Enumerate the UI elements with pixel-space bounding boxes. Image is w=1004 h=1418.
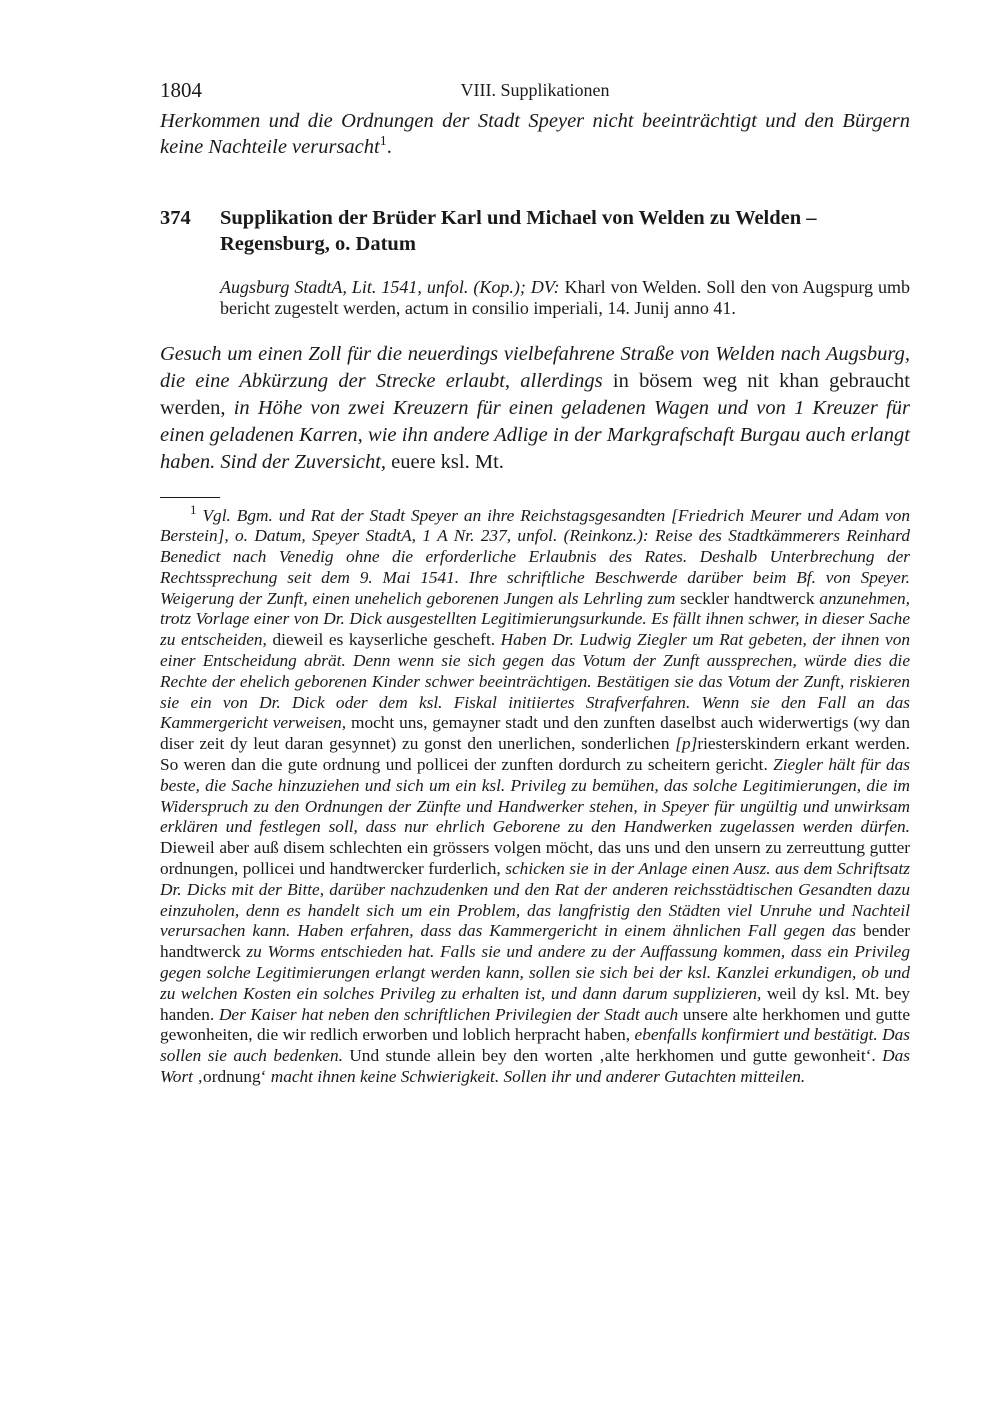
- entry-heading: [160, 205, 910, 257]
- footnote-segment: seckler handtwerck: [675, 588, 820, 608]
- footnote-segment: Dieweil aber auß disem schlechten ein grössers volgen möcht, das uns und den unsern zu zerreuttung gutter ordnungen, pollicei und handtwercker furderlich,: [160, 838, 910, 879]
- footnote-segment: schicken sie in der Anlage einen Ausz. aus dem Schriftsatz Dr. Dicks mit der Bitte, darüber nachzudenken und den Rat der anderen reichsstädtischen Gesandten dazu einzuholen, denn es handelt sich um ein Problem, das langfristig den Städten viel Unruhe und Nachteil verursachen kann. Haben erfahren, dass das Kammergericht in einem ähnlichen Fall gegen das: [160, 859, 910, 941]
- footnote-segment: dieweil es kayserliche gescheft.: [266, 630, 501, 650]
- footnote-segment: Das Wort: [160, 1046, 910, 1087]
- source-note: [220, 277, 910, 319]
- previous-entry-ending: [160, 108, 910, 160]
- footnote-segment: riesterskindern erkant werden. So weren dan die gute ordnung und pollicei der zunften dordurch zu scheitern gericht.: [160, 734, 911, 775]
- footnote-segment: anzunehmen, trotz Vorlage einer von Dr. Dick ausgestellten Legitimierungsurkunde. Es fällt ihnen schwer, in dieser Sache zu entscheiden,: [160, 588, 910, 650]
- footnote-segment: zu Worms entschieden hat. Falls sie und andere zu der Auffassung kommen, dass ein Privileg gegen solche Legitimierungen erlangt werden kann, sollen sie sich bei der ksl. Kanzlei erkundigen, ob und zu welchen Kosten ein solches Privileg zu erhalten ist, und dann darum supplizieren,: [160, 942, 910, 1003]
- footnote-body: [160, 506, 910, 1087]
- footnote-segment: Der Kaiser hat neben den schriftlichen Privilegien der Stadt auch: [218, 1004, 679, 1024]
- footnote: [160, 501, 911, 1088]
- source-endorsement: Kharl von Welden. Soll den von Augspurg umb bericht zugestelt werden, actum in consilio imperiali, 14. Junij anno 41.: [220, 277, 911, 318]
- main-text-segment: Gesuch um einen Zoll für die neuerdings vielbefahrene Straße von Welden nach Augsburg, die eine Abkürzung der Strecke erlaubt, allerdings: [160, 343, 910, 392]
- footnote-segment: Und stunde allein bey den worten ‚alte herkhomen und gutte gewonheit‘.: [342, 1046, 883, 1066]
- footnote-segment: Vgl. Bgm. und Rat der Stadt Speyer an ihre Reichstagsgesandten [Friedrich Meurer und Adam von Berstein], o. Datum, Speyer StadtA, 1 A Nr. 237, unfol. (Reinkonz.): Reise des Stadtkämmerers Reinhard Benedict nach Venedig ohne die erforderliche Erlaubnis des Rates. Deshalb Unterbrechung der Rechtssprechung seit dem 9. Mai 1541. Ihre schriftliche Beschwerde darüber beim Bf. von Speyer. Weigerung der Zunft, einen unehelich geborenen Jungen als Lehrling zum: [160, 505, 910, 608]
- footnote-reference: 1: [379, 134, 387, 150]
- footnote-segment: Ziegler hält für das beste, die Sache hinzuziehen und sich um ein ksl. Privileg zu bemühen, das solche Legitimierungen, die im Widerspruch zu den Ordnungen der Zünfte und Handwerker stehen, in Speyer für ungültig und unwirksam erklären und festlegen soll, dass nur ehrlich Geborene zu den Handwerken zugelassen werden dürfen.: [160, 755, 910, 837]
- page-number: 1804: [160, 78, 202, 102]
- footnote-segment: Haben Dr. Ludwig Ziegler um Rat gebeten, der ihnen von einer Entscheidung abrät. Denn wenn sie sich gegen das Votum der Zunft aussprechen, würde dies die Rechte der ehelich geborenen Kinder schwer beeinträchtigen. Bestätigen sie das Votum der Zunft, riskieren sie ein von Dr. Dick oder dem ksl. Fiskal initiiertes Strafverfahren. Wenn sie den Fall an das Kammergericht verweisen,: [160, 630, 910, 733]
- previous-entry-period: .: [386, 136, 392, 158]
- main-text-segment: in Höhe von zwei Kreuzern für einen geladenen Wagen und von 1 Kreuzer für einen geladenen Karren, wie ihn andere Adlige in der Markgrafschaft Burgau auch erlangt haben. Sind der Zuversicht,: [160, 397, 910, 473]
- footnote-segment: bender handtwerck: [160, 921, 910, 962]
- page-content: [160, 78, 910, 1088]
- footnote-segment: weil dy ksl. Mt. bey handen.: [160, 983, 910, 1024]
- footnote-separator: [160, 497, 220, 498]
- footnote-segment: unsere alte herkhomen und gutte gewonheiten, die wir redlich erworben und loblich herpracht haben,: [160, 1004, 910, 1045]
- source-archive: Augsburg StadtA, Lit. 1541, unfol. (Kop.); DV:: [220, 277, 560, 297]
- running-title: VIII. Supplikationen: [460, 80, 610, 100]
- footnote-segment: mocht uns, gemayner stadt und den zunften daselbst auch widerwertigs (wy dan diser zeit dy leut daran gesynnet) zu gonst den unerlichen, sonderlichen: [160, 713, 911, 754]
- previous-entry-text: Herkommen und die Ordnungen der Stadt Speyer nicht beeinträchtigt und den Bürgern keine Nachteile verursacht: [160, 110, 910, 158]
- entry-title: Supplikation der Brüder Karl und Michael von Welden zu Welden – Regensburg, o. Datum: [220, 207, 817, 255]
- main-text-segment: in bösem weg nit khan gebraucht werden,: [160, 370, 910, 419]
- main-text-segment: euere ksl. Mt.: [386, 451, 504, 473]
- footnote-segment: ‚ordnung‘: [192, 1067, 271, 1087]
- footnote-mark: 1: [190, 501, 197, 517]
- running-header: [160, 78, 910, 108]
- footnote-segment: ebenfalls konfirmiert und bestätigt. Das sollen sie auch bedenken.: [160, 1025, 910, 1066]
- footnote-segment: [p]: [675, 734, 698, 754]
- main-text: [160, 341, 910, 476]
- entry-number: 374: [160, 207, 191, 229]
- footnote-segment: macht ihnen keine Schwierigkeit. Sollen ihr und anderer Gutachten mitteilen.: [270, 1067, 806, 1087]
